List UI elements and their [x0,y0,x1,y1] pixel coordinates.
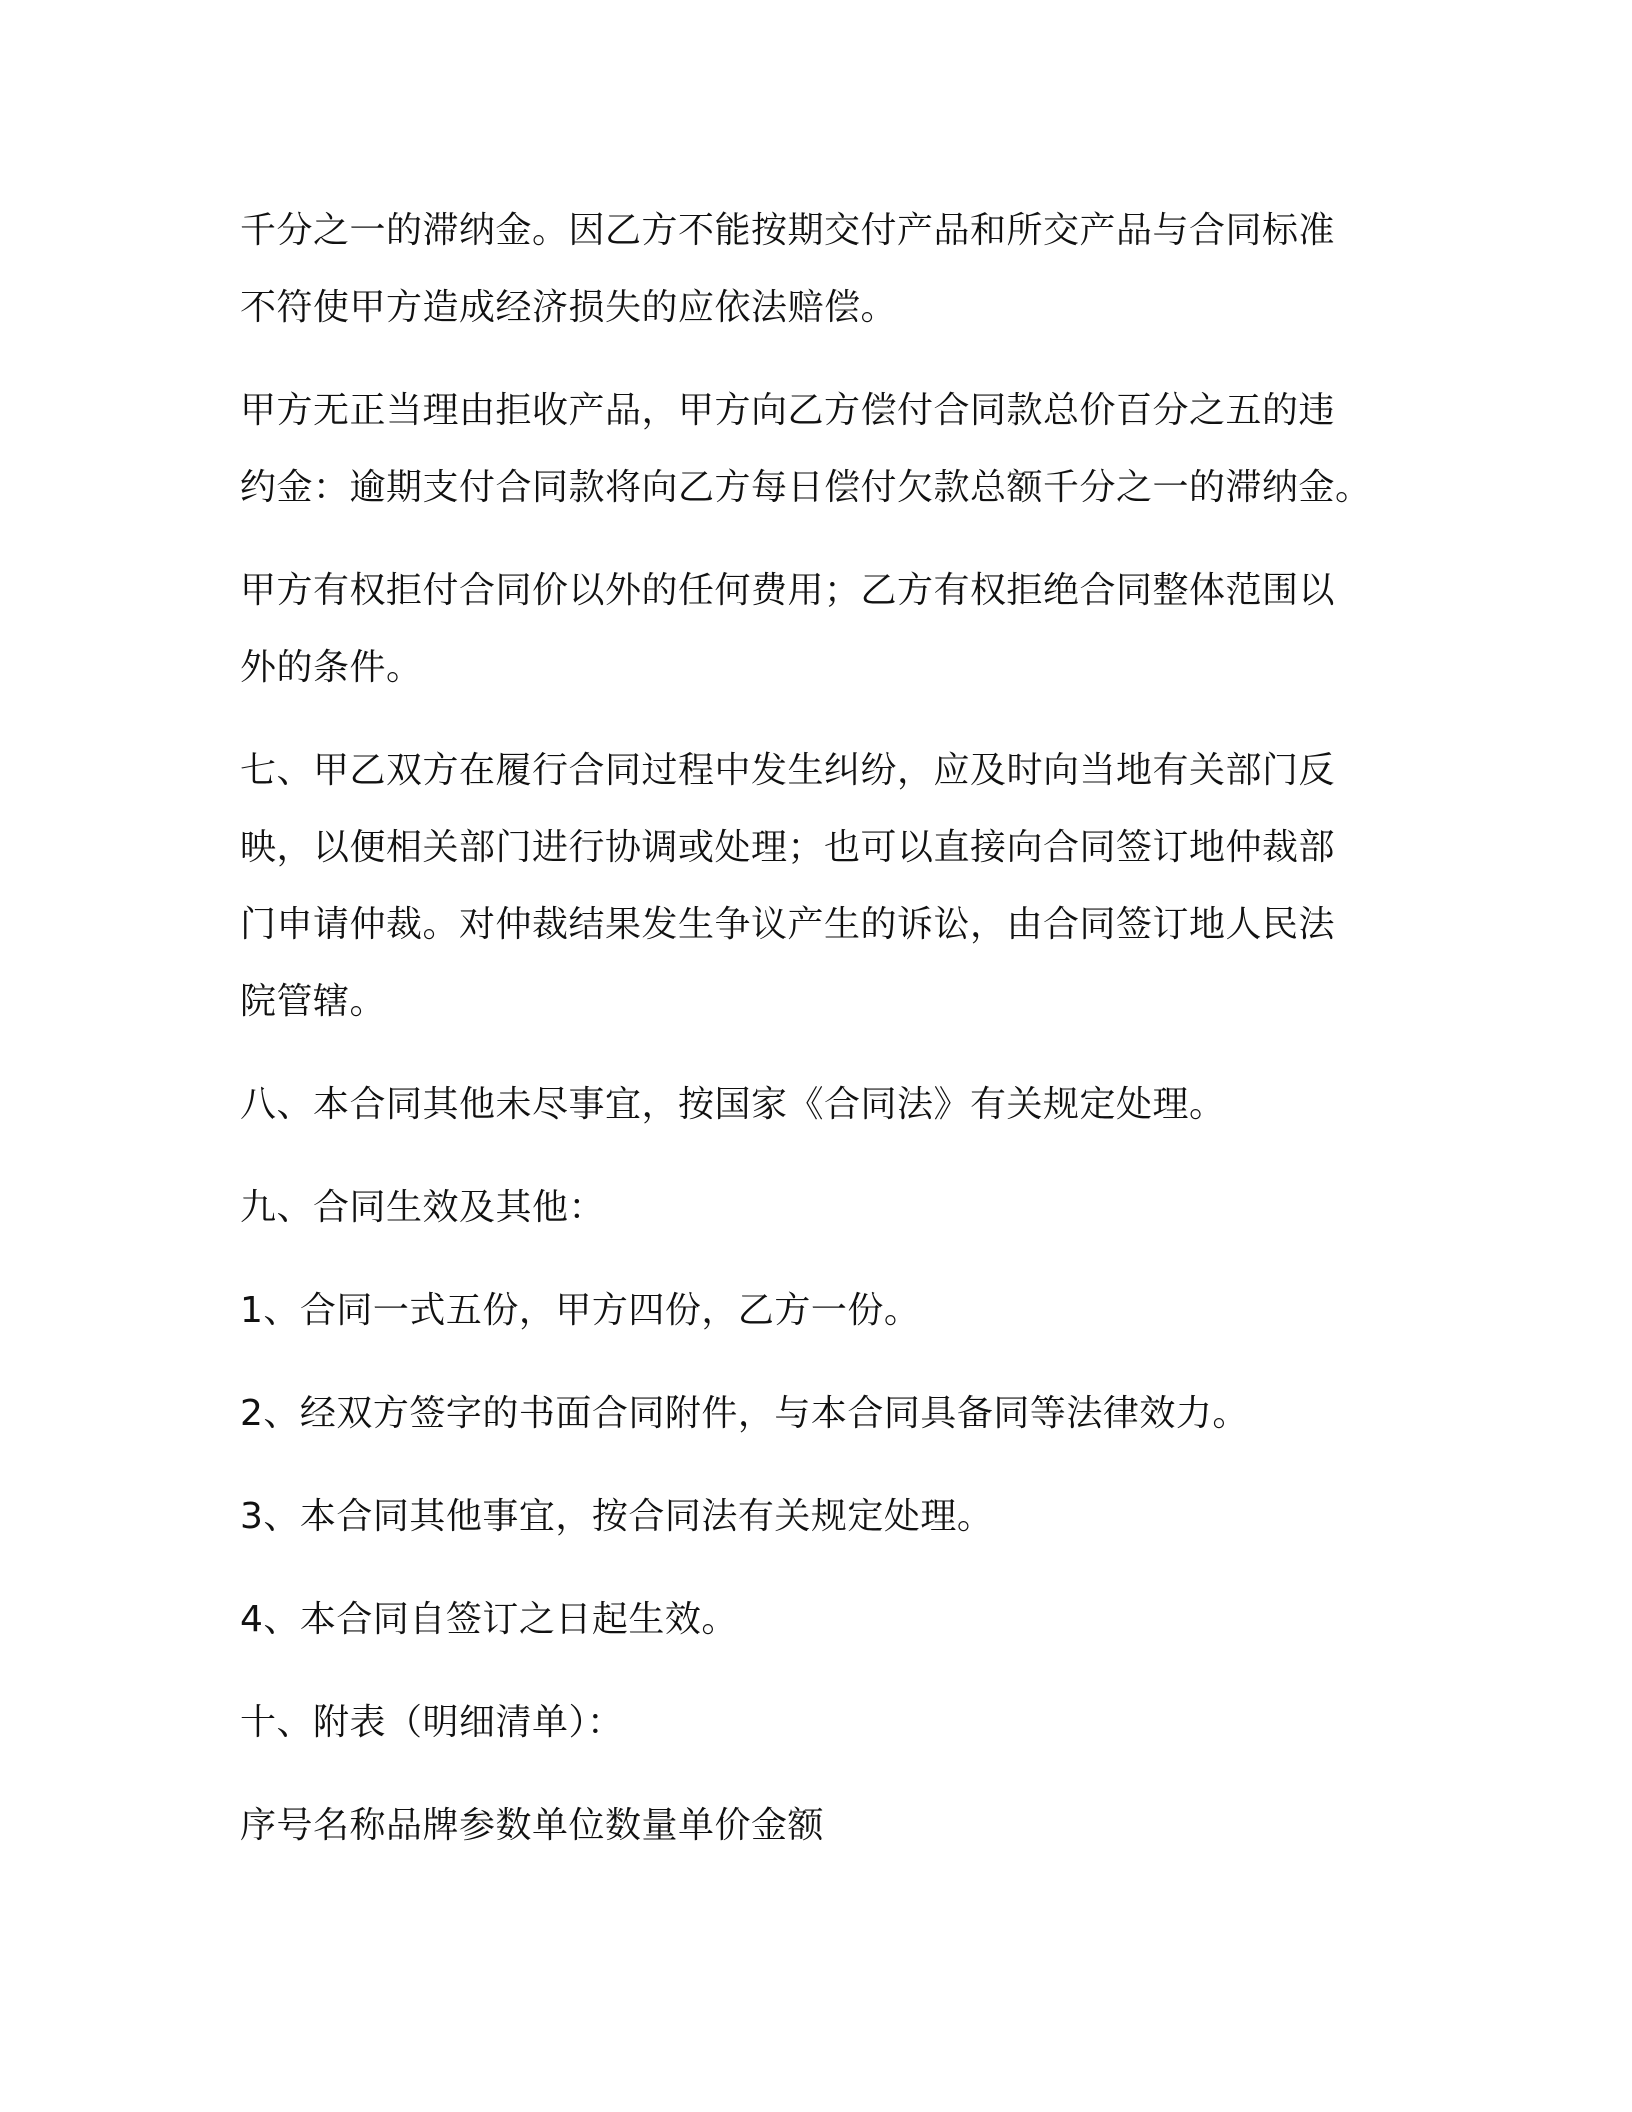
text-line: 不符使甲方造成经济损失的应依法赔偿。 [240,287,898,328]
text-line: 门申请仲裁。对仲裁结果发生争议产生的诉讼，由合同签订地人民法 [240,904,1336,945]
paragraph-late-fee-compensation [240,192,1390,346]
text-line: 映，以便相关部门进行协调或处理；也可以直接向合同签订地仲裁部 [240,827,1336,868]
text-line: 千分之一的滞纳金。因乙方不能按期交付产品和所交产品与合同标准 [240,210,1336,251]
text-line: 2、经双方签字的书面合同附件，与本合同具备同等法律效力。 [240,1393,1249,1434]
text-line: 院管辖。 [240,981,387,1022]
clause-item-4 [240,1581,1390,1658]
section-nine-heading [240,1169,1390,1246]
section-eight-other-matters [240,1066,1390,1143]
text-line: 七、甲乙双方在履行合同过程中发生纠纷，应及时向当地有关部门反 [240,750,1336,791]
clause-item-2 [240,1375,1390,1452]
section-ten-heading [240,1684,1390,1761]
section-seven-dispute-resolution [240,732,1390,1040]
text-line: 4、本合同自签订之日起生效。 [240,1599,738,1640]
text-line: 约金：逾期支付合同款将向乙方每日偿付欠款总额千分之一的滞纳金。 [240,467,1372,508]
text-line: 十、附表（明细清单）： [240,1702,624,1743]
text-line: 3、本合同其他事宜，按合同法有关规定处理。 [240,1496,994,1537]
document-body [240,192,1390,1864]
appendix-table-header [240,1787,1390,1864]
paragraph-refusal-rights [240,552,1390,706]
text-line: 八、本合同其他未尽事宜，按国家《合同法》有关规定处理。 [240,1084,1226,1125]
paragraph-rejection-penalty [240,372,1390,526]
text-line: 1、合同一式五份，甲方四份，乙方一份。 [240,1290,921,1331]
clause-item-3 [240,1478,1390,1555]
text-line: 序号名称品牌参数单位数量单价金额 [240,1805,825,1846]
clause-item-1 [240,1272,1390,1349]
text-line: 甲方有权拒付合同价以外的任何费用；乙方有权拒绝合同整体范围以 [240,570,1336,611]
text-line: 外的条件。 [240,647,423,688]
text-line: 九、合同生效及其他： [240,1187,606,1228]
text-line: 甲方无正当理由拒收产品，甲方向乙方偿付合同款总价百分之五的违 [240,390,1336,431]
